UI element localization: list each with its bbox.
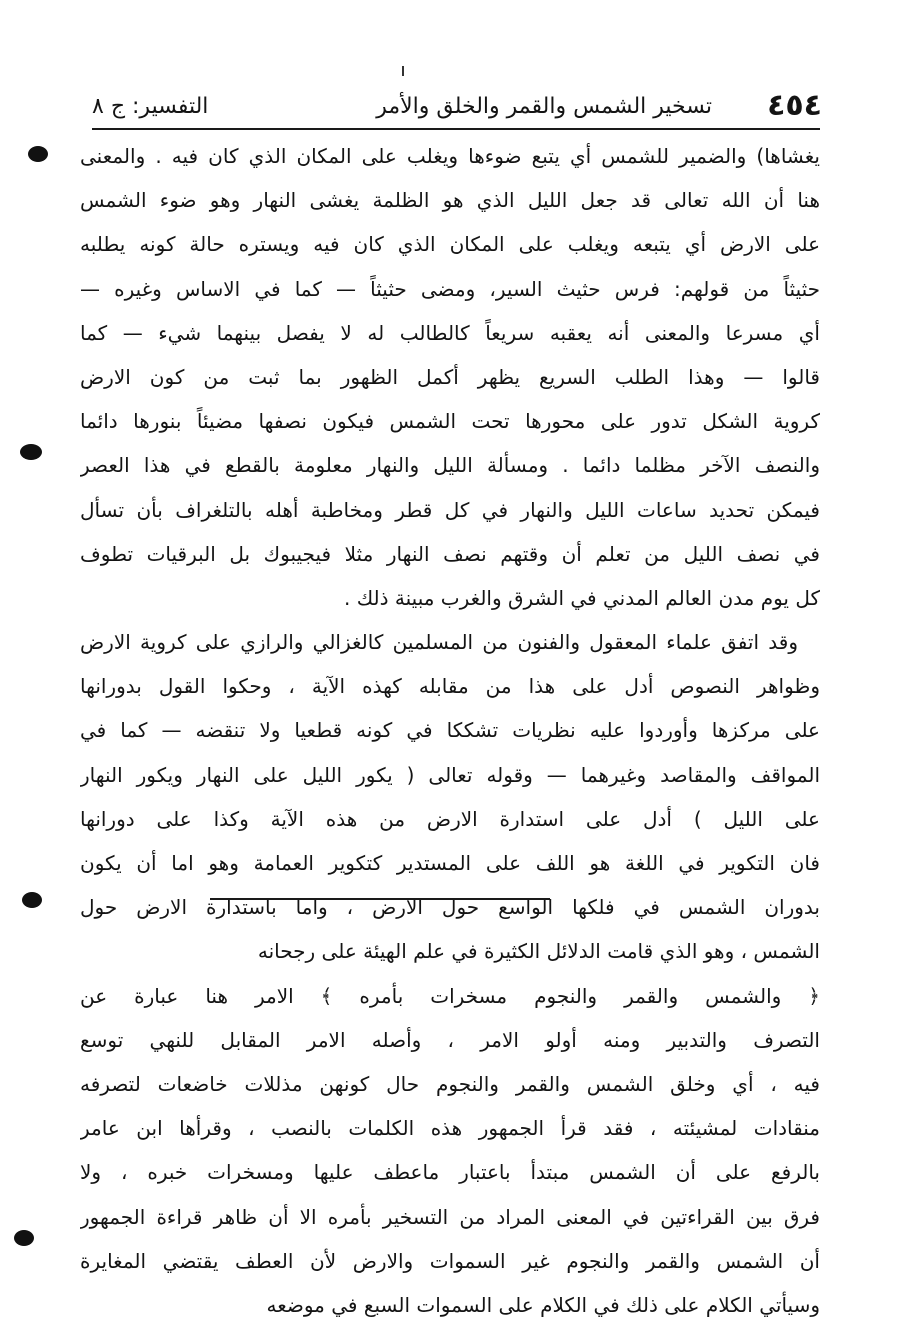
text-line: فرق بين القراءتين في المعنى المراد من التسخير بأمره الا أن ظاهر قراءة الجمهور [80,1204,820,1229]
scan-mark [402,66,404,76]
text-line: التصرف والتدبير ومنه أولو الامر ، وأصله الامر المقابل للنهي توسع [80,1027,820,1052]
text-line: يغشاها) والضمير للشمس أي يتبع ضوءها ويغلب على المكان الذي كان فيه . والمعنى [80,144,820,168]
text-line: وظواهر النصوص أدل على هذا من مقابله كهذه الآية ، وحكوا القول بدورانها [80,674,820,699]
text-line: على الارض أي يتبعه ويغلب على المكان الذي كان فيه ويستره حالة كونه يطلبه [80,232,820,257]
text-line: على الليل ) أدل على استدارة الارض من هذه الآية وكذا على دورانها [80,806,820,831]
text-line: أن الشمس والقمر والنجوم غير السموات والارض لأن العطف يقتضي المغايرة [80,1248,820,1273]
page-header [92,84,822,128]
text-line: المواقف والمقاصد وغيرهما — وقوله تعالى ( يكور الليل على النهار ويكور النهار [80,762,820,787]
text-line: وقد اتفق علماء المعقول والفنون من المسلمين كالغزالي والرازي على كروية الارض [80,630,798,655]
text-line: في نصف الليل من تعلم أن وقتهم نصف النهار مثلا فيجيبوك بل البرقيات تطوف [80,541,820,566]
binding-hole-mark [22,892,42,908]
text-line: كل يوم مدن العالم المدني في الشرق والغرب مبينة ذلك . [343,585,820,610]
text-line: هنا أن الله تعالى قد جعل الليل الذي هو الظلمة يغشى النهار وهو ضوء الشمس [80,188,820,213]
text-line: الشمس ، وهو الذي قامت الدلائل الكثيرة في علم الهيئة على رجحانه [257,939,820,964]
binding-hole-mark [20,444,42,460]
section-divider [210,898,550,900]
text-line: حثيثاً من قولهم: فرس حثيث السير، ومضى حثيثاً — كما في الاساس وغيره — [80,276,820,301]
text-line: والنصف الآخر مظلما دائما . ومسألة الليل والنهار معلومة بالقطع في هذا العصر [80,453,820,478]
body-text [80,134,820,1327]
book-volume-label: التفسير: ج ٨ [92,94,209,119]
text-line: فان التكوير في اللغة هو اللف على المستدير كتكوير العمامة وهو اما أن يكون [80,851,820,875]
running-title: تسخير الشمس والقمر والخلق والأمر [376,94,712,119]
text-line: بدوران الشمس في فلكها الواسع حول الارض ، واما باستدارة الارض حول [80,895,820,920]
text-line: ﴿ والشمس والقمر والنجوم مسخرات بأمره ﴾ الامر هنا عبارة عن [80,983,820,1008]
text-line: فيه ، أي وخلق الشمس والقمر والنجوم حال كونهن مذللات خاضعات لتصرفه [80,1071,820,1096]
text-line: على مركزها وأوردوا عليه نظريات تشككا في كونه قطعيا ولا تنقضه — كما في [80,718,820,743]
binding-hole-mark [28,146,48,162]
text-line: وسيأتي الكلام على ذلك في الكلام على السموات السبع في موضعه [266,1292,820,1317]
text-line: منقادات لمشيئته ، فقد قرأ الجمهور هذه الكلمات بالنصب ، وقرأها ابن عامر [80,1116,820,1141]
text-line: أي مسرعا والمعنى أنه يعقبه سريعاً كالطالب له لا يفصل بينهما شيء — كما [80,320,820,345]
text-line: كروية الشكل تدور على محورها تحت الشمس فيكون نصفها مضيئاً بنورها دائما [80,409,820,434]
text-line: قالوا — وهذا الطلب السريع يظهر أكمل الظهور بما ثبت من كون الارض [80,364,820,389]
text-line: بالرفع على أن الشمس مبتدأ باعتبار ماعطف عليها ومسخرات خبره ، ولا [80,1160,820,1185]
page-number: ٤٥٤ [767,88,822,123]
header-rule [92,128,820,130]
binding-hole-mark [14,1230,34,1246]
text-line: فيمكن تحديد ساعات الليل والنهار في كل قطر ومخاطبة أهله بالتلغراف بأن تسأل [80,497,820,522]
